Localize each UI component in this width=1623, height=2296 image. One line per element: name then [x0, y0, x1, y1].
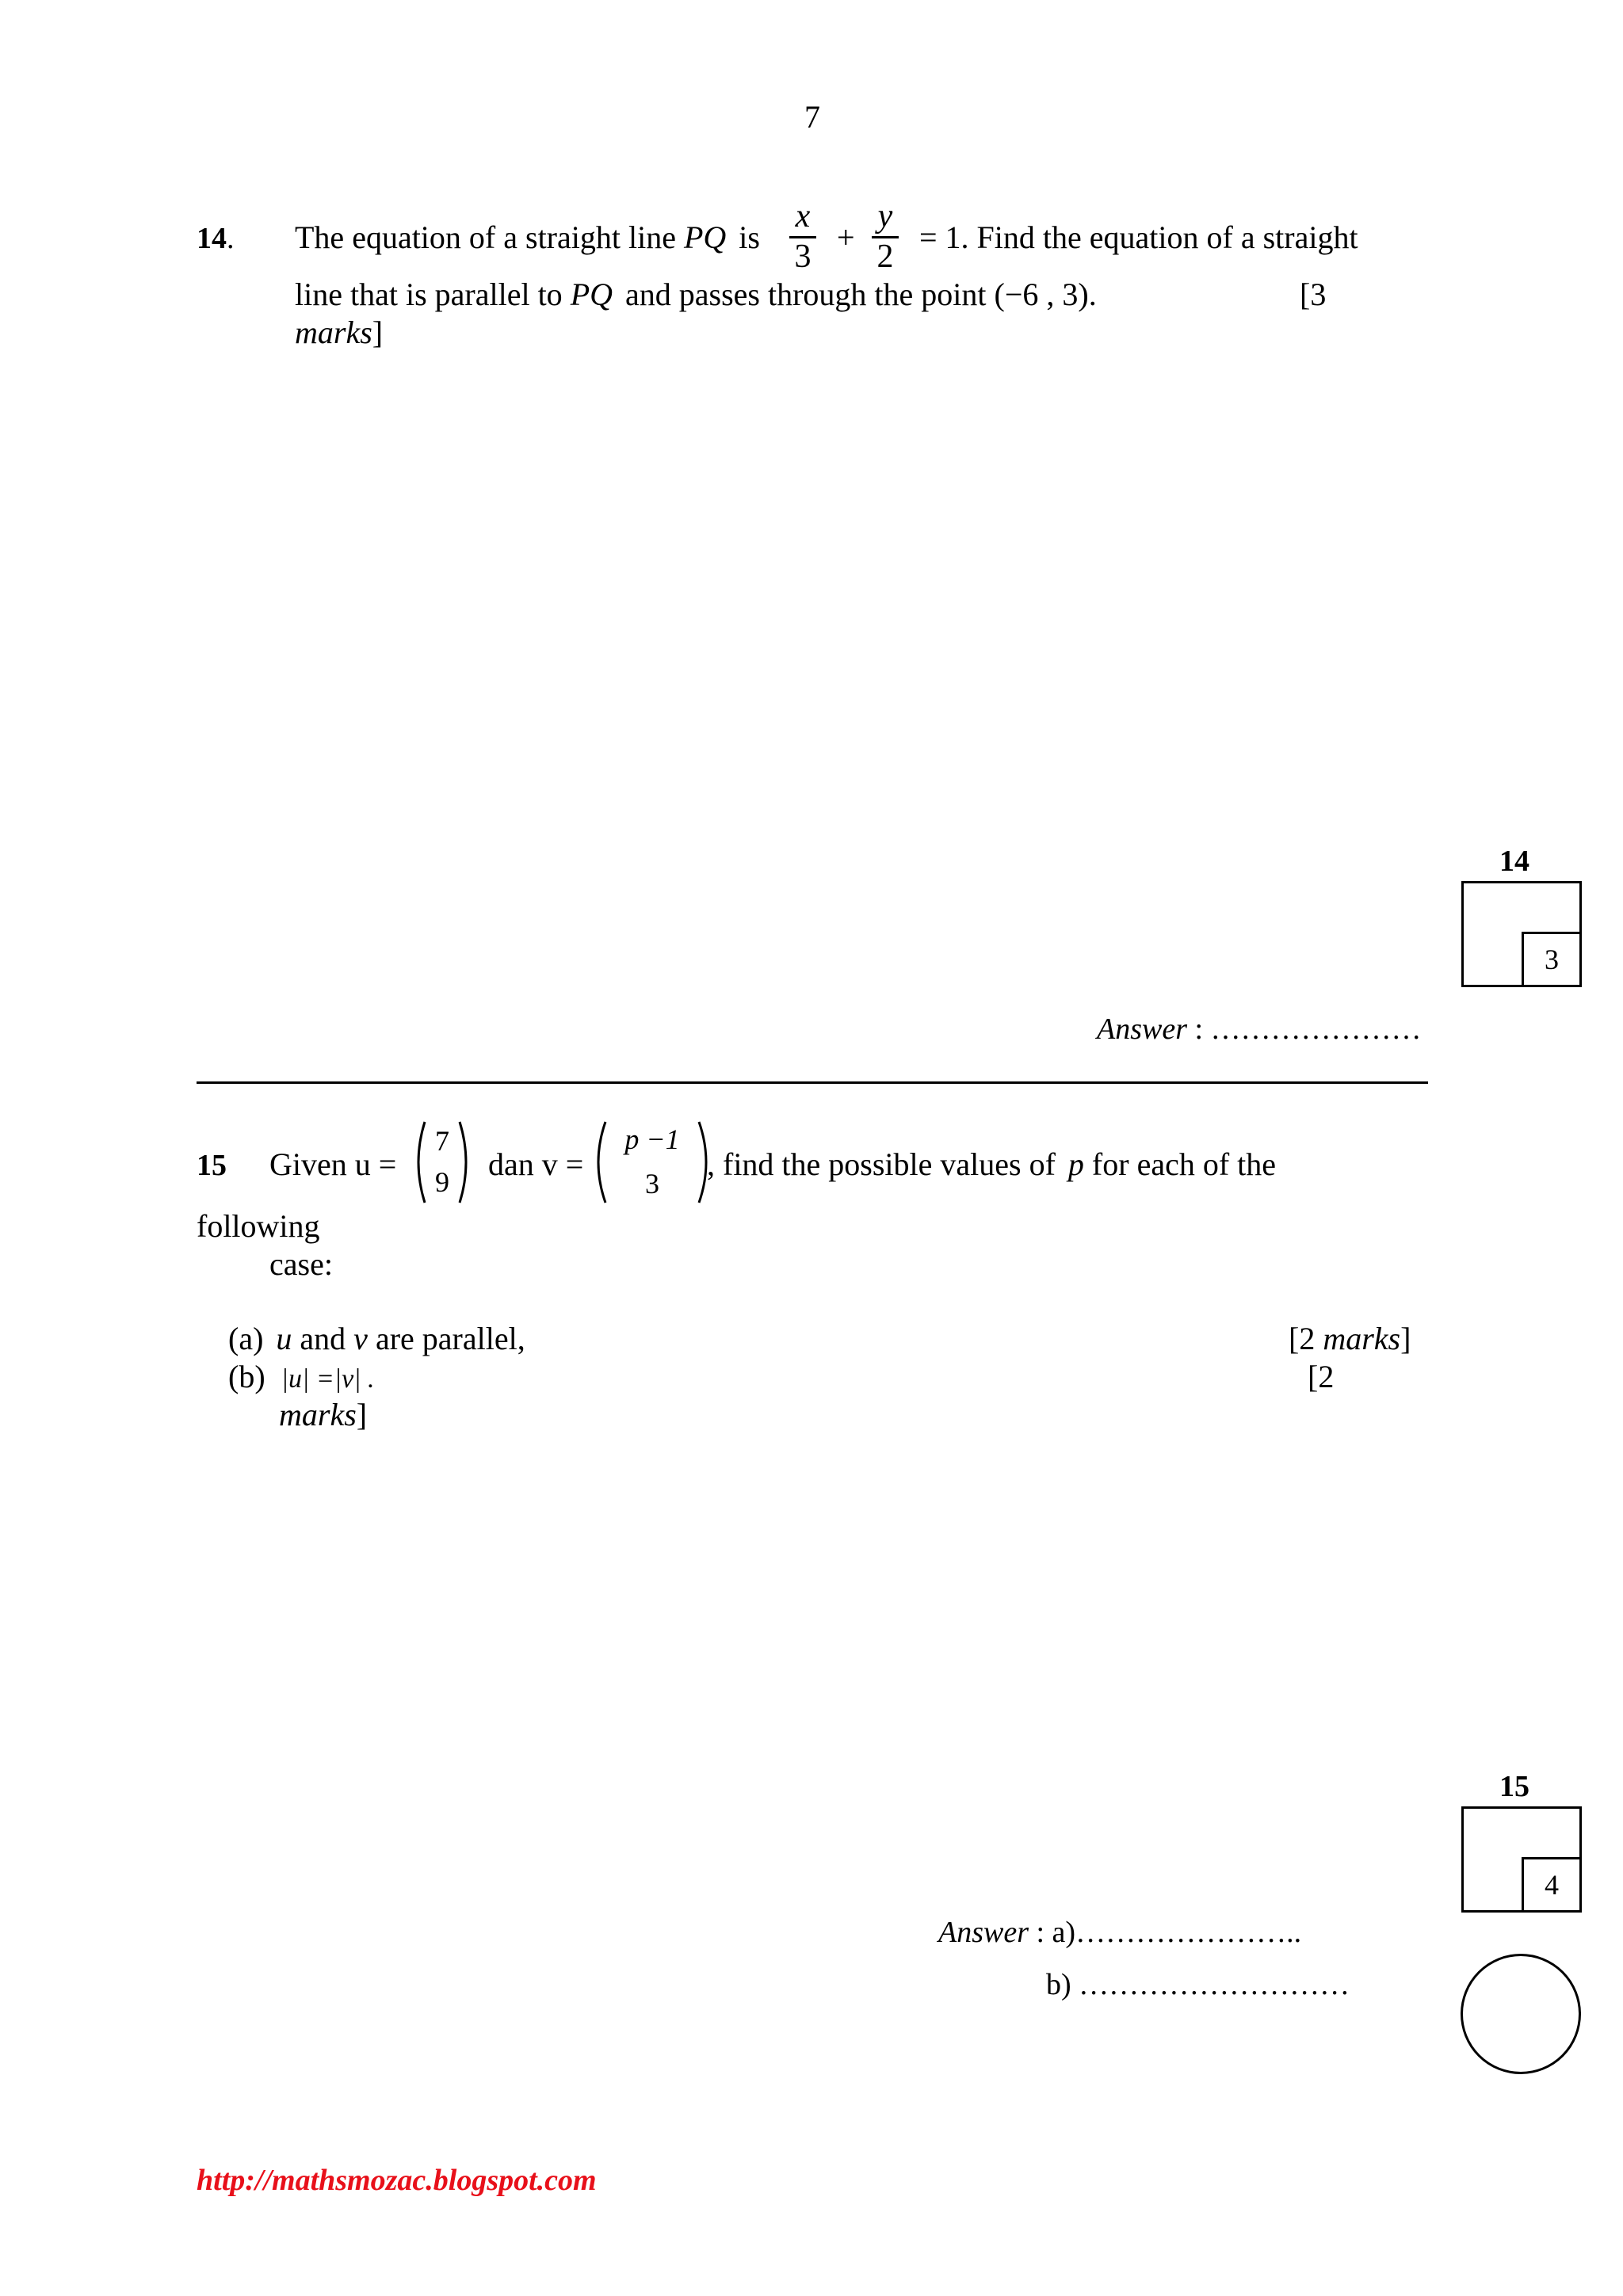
q15-given-u: Given u =	[269, 1146, 397, 1182]
footer-url-link[interactable]: http://mathsmozac.blogspot.com	[197, 2164, 597, 2197]
q14-line2: line that is parallel to PQ and passes through the point (−6 , 3).	[295, 277, 1097, 312]
q14-equals: = 1. Find the equation of a straight	[919, 219, 1358, 255]
vector-v-bottom: 3	[645, 1168, 659, 1199]
q15-box-label: 15	[1499, 1770, 1529, 1803]
q14-answer: Answer : …………………	[1097, 1013, 1422, 1046]
q15-answer-a: Answer : a)…………………..	[938, 1916, 1302, 1949]
q15-part-a: (a) u and v are parallel,	[228, 1321, 525, 1356]
q14-fraction-y: y 2	[872, 200, 899, 273]
q15-part-a-marks: [2 marks]	[1289, 1321, 1411, 1356]
q15-part-b-marks-open: [2	[1308, 1359, 1335, 1394]
q15-part-b: (b) |u| =|v| .	[228, 1359, 375, 1394]
q14-line1: The equation of a straight line PQ is	[295, 219, 760, 255]
q14-marks-open: [3	[1300, 277, 1327, 312]
vector-u-top: 7	[435, 1125, 449, 1157]
q15-dan-v: dan v =	[488, 1146, 584, 1182]
q15-marks-box: 4	[1522, 1857, 1582, 1913]
page-number: 7	[804, 99, 820, 135]
vector-u	[414, 1119, 471, 1206]
q14-box-label: 14	[1499, 845, 1529, 878]
q15-following: following	[197, 1208, 320, 1244]
q14-plus: +	[837, 219, 855, 255]
q14-marks-word: marks]	[295, 315, 384, 350]
q14-fraction-x: x 3	[789, 200, 816, 273]
q15-case: case:	[269, 1246, 333, 1282]
vector-u-bottom: 9	[435, 1166, 449, 1198]
question-divider	[197, 1081, 1428, 1084]
q15-part-b-marks-word: marks]	[279, 1397, 368, 1432]
q15-find-text: , find the possible values of p for each of the	[707, 1146, 1277, 1182]
vector-v	[593, 1119, 712, 1206]
q14-number: 14.	[197, 222, 235, 255]
q14-marks-box: 3	[1522, 932, 1582, 987]
q15-number: 15	[197, 1149, 227, 1182]
score-circle	[1461, 1954, 1581, 2074]
q15-answer-b: b) ………………………	[1046, 1968, 1350, 2001]
vector-v-top: p −1	[624, 1123, 680, 1155]
